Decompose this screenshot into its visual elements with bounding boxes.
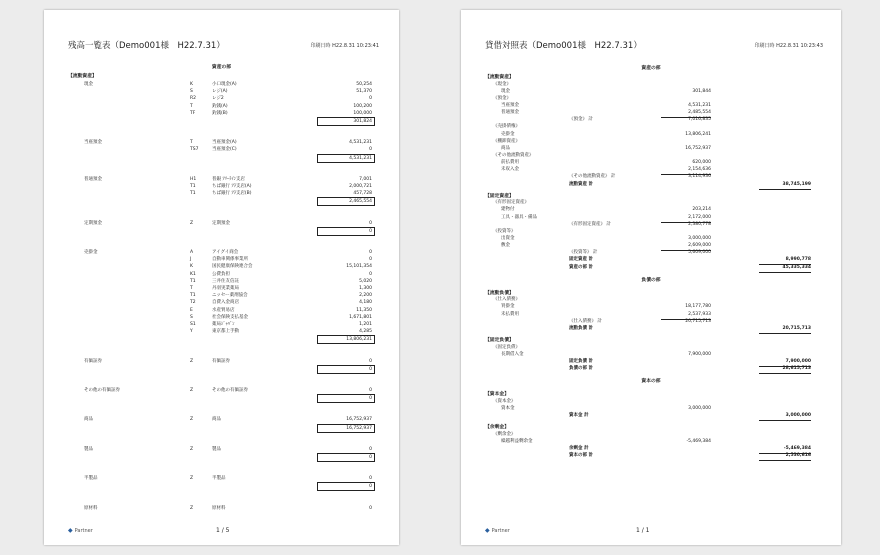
sub-code: A — [190, 250, 194, 255]
amount: 11,350 — [356, 307, 372, 313]
account-name: 有価証券 — [84, 358, 102, 364]
print-timestamp: 印刷日時 H22.8.31 10:23:41 — [310, 43, 379, 49]
sub-account-name: 当座預金(C) — [212, 147, 237, 153]
sub-code: Z — [190, 446, 194, 452]
category-label: 《その他流動資産》 — [493, 153, 534, 158]
logo-icon: ◆ — [485, 527, 490, 534]
sub-code: K — [190, 82, 193, 87]
group-header: 【固定負債】 — [485, 338, 514, 343]
category-label: 《棚卸資産》 — [493, 138, 520, 144]
amount: 0 — [369, 388, 372, 393]
sub-account-name: アイグイ商会 — [212, 250, 239, 255]
sub-code: T1 — [190, 278, 196, 284]
amount: 1,201 — [359, 322, 372, 327]
col1-amount: 7,016,835 — [688, 117, 711, 123]
sub-account-name: 有価証券 — [212, 358, 230, 364]
item-label: 資本金 — [501, 405, 515, 411]
sub-code: S — [190, 89, 193, 95]
sub-code: TS7 — [190, 147, 199, 153]
subtotal-box: 0 — [317, 365, 375, 374]
col1-amount: 2,537,933 — [661, 311, 711, 320]
col2-amount: 20,715,713 — [759, 325, 811, 334]
sub-code: T1 — [190, 184, 196, 189]
amount: 4,180 — [359, 300, 372, 306]
sub-code: T — [190, 140, 193, 146]
sub-code: K — [190, 264, 193, 270]
subtotal-box: 0 — [317, 227, 375, 236]
item-label: 繰越利益剰余金 — [501, 438, 533, 444]
sub-code: Z — [190, 417, 194, 423]
sub-account-name: 丹羽実業薬局 — [212, 286, 239, 291]
item-label: 出資金 — [501, 236, 515, 241]
sub-code: Z — [190, 358, 194, 364]
sub-code: J — [190, 257, 192, 263]
account-name: 定期預金 — [84, 220, 102, 226]
page-number: 1 / 5 — [216, 527, 230, 534]
sub-account-name: ちば銀行 ﾌﾗ支店(A) — [212, 184, 252, 189]
table-row — [461, 325, 841, 333]
sub-code: Z — [190, 220, 194, 226]
amount: 0 — [369, 271, 372, 277]
amount: 16,752,937 — [346, 417, 372, 423]
amount: 0 — [369, 220, 372, 226]
col1-amount: 203,214 — [692, 207, 711, 213]
col1-amount: 3,000,000 — [688, 236, 711, 241]
col1-amount: 18,177,780 — [685, 304, 711, 310]
balance-list-page — [44, 10, 399, 545]
sub-code: K1 — [190, 271, 196, 277]
col1-amount: 301,844 — [692, 88, 711, 94]
col1-amount: -5,469,384 — [686, 438, 711, 444]
sub-code: E — [190, 307, 193, 313]
amount: 1,300 — [359, 286, 372, 291]
account-name: 製品 — [84, 446, 93, 452]
item-label: 普通預金 — [501, 110, 519, 116]
table-row — [461, 181, 841, 189]
amount: 457,728 — [353, 191, 372, 197]
subtotal-box: 0 — [317, 394, 375, 403]
total-label: 《有形固定資産》 計 — [569, 221, 611, 227]
item-label: 工具・器具・備品 — [501, 214, 537, 220]
item-label: 現金 — [501, 88, 510, 94]
category-label: 《剰余金》 — [493, 431, 516, 437]
sub-account-name: 原材料 — [212, 505, 226, 511]
amount: 4,531,231 — [349, 140, 372, 146]
sub-code: T1 — [190, 191, 196, 197]
account-name: 半製品 — [84, 476, 98, 482]
page-title: 残高一覧表（Demo001様 H22.7.31） — [68, 41, 225, 51]
amount: 0 — [369, 257, 372, 263]
col2-amount: 45,335,334 — [759, 264, 811, 273]
sub-code: Z — [190, 388, 194, 393]
amount: 0 — [369, 96, 372, 102]
amount: 0 — [369, 505, 372, 511]
subtotal-box: 0 — [317, 482, 375, 491]
sub-account-name: ニッセー薬剤協会 — [212, 293, 248, 299]
sub-code: T1 — [190, 293, 196, 299]
col2-amount: 38,745,199 — [759, 181, 811, 190]
table-row — [44, 482, 399, 490]
sub-account-name: レジ2 — [212, 96, 224, 102]
sub-account-name: 自動車関係事業所 — [212, 257, 248, 263]
subtotal-box: 0 — [317, 453, 375, 462]
item-label: 未払費用 — [501, 311, 519, 317]
account-name: 普通預金 — [84, 176, 102, 182]
total-label: 固定資産 計 — [569, 257, 594, 263]
sub-code: S — [190, 314, 193, 320]
sub-code: H1 — [190, 176, 197, 182]
sub-code: T2 — [190, 300, 196, 306]
sub-code: TF — [190, 110, 196, 116]
item-label: 当座預金 — [501, 102, 519, 108]
sub-code: R2 — [190, 96, 196, 102]
sub-account-name: 東京都上手動 — [212, 329, 239, 335]
item-label: 前払費用 — [501, 160, 519, 166]
section-title: 資産の部 — [641, 66, 661, 71]
group-header: 【余剰金】 — [485, 425, 509, 431]
subtotal-box: 301,824 — [317, 117, 375, 126]
item-label: 売掛金 — [501, 131, 515, 137]
col1-amount: 16,752,937 — [685, 145, 711, 151]
subtotal-box: 13,806,231 — [317, 335, 375, 344]
logo-text: Partner — [74, 528, 93, 534]
category-label: 《有形固定資産》 — [493, 200, 529, 206]
sub-code: Y — [190, 329, 193, 335]
group-header: 【流動資産】 — [68, 74, 97, 79]
subtotal-box: 2,465,554 — [317, 197, 375, 206]
col1-amount: 7,900,000 — [688, 351, 711, 357]
item-label: 商品 — [501, 145, 510, 151]
total-label: 余剰金 計 — [569, 445, 589, 451]
col2-amount: 8,990,778 — [759, 256, 811, 265]
sub-account-name: 製品 — [212, 446, 221, 452]
sub-account-name: 社会保険支払基金 — [212, 314, 248, 320]
sub-code: Z — [190, 476, 194, 482]
account-name: その他の有価証券 — [84, 388, 120, 393]
section-title: 資産の部 — [211, 65, 232, 70]
sub-account-name: 公費負担 — [212, 271, 230, 277]
sub-account-name: 普銀 ﾌﾘｰﾗｲﾝ支店 — [212, 176, 245, 182]
section-title: 負債の部 — [641, 277, 661, 283]
col1-amount: 3,114,936 — [688, 174, 711, 180]
amount: 5,020 — [359, 278, 372, 284]
amount: 51,370 — [356, 89, 372, 95]
account-name: 売掛金 — [84, 250, 98, 255]
col1-amount: 2,154,636 — [661, 166, 711, 175]
amount: 15,101,354 — [346, 264, 372, 270]
amount: 2,200 — [359, 293, 372, 299]
sub-account-name: 薬局ｼﾞｬﾊﾟﾝ — [212, 322, 235, 327]
amount: 0 — [369, 358, 372, 364]
table-row — [44, 227, 399, 235]
category-label: 《現金》 — [493, 81, 511, 87]
page-title: 貸借対照表（Demo001様 H22.7.31） — [485, 41, 642, 51]
col1-amount: 620,000 — [692, 160, 711, 166]
item-label: 買掛金 — [501, 304, 515, 310]
table-row — [44, 365, 399, 373]
col2-amount: 3,000,000 — [759, 412, 811, 421]
col1-amount: 5,609,000 — [688, 250, 711, 256]
category-label: 《仕入債務》 — [493, 297, 520, 303]
category-label: 《固定負債》 — [493, 344, 520, 350]
total-label: 《仕入債務》 計 — [569, 318, 602, 324]
col1-amount: 2,609,000 — [661, 242, 711, 251]
sub-account-name: 小口現金(A) — [212, 82, 237, 87]
sub-account-name: 水産貿易店 — [212, 307, 235, 313]
col1-amount: 13,806,241 — [685, 131, 711, 137]
total-label: 資産の部 計 — [569, 264, 594, 270]
table-row — [44, 394, 399, 402]
sub-account-name: レジ(A) — [212, 89, 228, 95]
sub-account-name: 三井住友信託 — [212, 278, 239, 284]
sub-account-name: 国民健康保険連合会 — [212, 264, 253, 270]
item-label: 敷金 — [501, 243, 510, 249]
category-label: 《資本金》 — [493, 398, 516, 404]
total-label: 《預金》 計 — [569, 117, 593, 123]
sub-account-name: 当座預金(A) — [212, 140, 237, 146]
col1-amount: 3,000,000 — [688, 405, 711, 411]
sub-account-name: ちば銀行 ﾌﾗ支店(B) — [212, 191, 252, 197]
sub-account-name: その他の有価証券 — [212, 388, 248, 393]
table-row — [44, 453, 399, 461]
total-label: 負債の部 計 — [569, 365, 594, 371]
table-row — [461, 412, 841, 420]
amount: 0 — [369, 446, 372, 452]
category-label: 《投資等》 — [493, 228, 516, 234]
table-row — [44, 117, 399, 125]
amount: 0 — [369, 476, 372, 482]
col1-amount: 2,380,778 — [688, 221, 711, 227]
account-name: 原材料 — [84, 505, 98, 511]
logo-text: Partner — [491, 528, 510, 534]
item-label: 未収入金 — [501, 167, 519, 173]
sub-code: S1 — [190, 322, 196, 327]
amount: 100,000 — [353, 110, 372, 116]
page-number: 1 / 1 — [636, 527, 650, 534]
group-header: 【流動負債】 — [485, 290, 514, 296]
item-label: 建物付 — [501, 207, 515, 213]
col2-amount: 7,900,000 — [759, 358, 811, 367]
total-label: 流動負債 計 — [569, 325, 594, 331]
amount: 7,001 — [359, 176, 372, 182]
group-header: 【流動資産】 — [485, 75, 514, 80]
col2-amount: 28,615,713 — [759, 365, 811, 374]
col1-amount: 4,531,231 — [688, 102, 711, 108]
col1-amount: 20,715,713 — [685, 318, 711, 324]
account-name: 商品 — [84, 417, 93, 423]
table-row — [44, 505, 399, 513]
section-title: 資本の部 — [641, 379, 661, 385]
amount: 2,000,721 — [349, 184, 372, 189]
group-header: 【固定資産】 — [485, 193, 514, 199]
total-label: 《投資等》 計 — [569, 250, 598, 256]
sub-account-name: 自費入金商店 — [212, 300, 239, 306]
sub-account-name: 商品 — [212, 417, 221, 423]
total-label: 資本金 計 — [569, 412, 589, 418]
amount: 50,254 — [356, 82, 372, 87]
total-label: 資本の部 計 — [569, 453, 594, 458]
account-name: 現金 — [84, 82, 93, 87]
amount: 0 — [369, 250, 372, 255]
subtotal-box: 4,531,231 — [317, 154, 375, 163]
category-label: 《預金》 — [493, 95, 511, 101]
total-label: 固定負債 計 — [569, 358, 594, 364]
sub-code: Z — [190, 505, 194, 511]
table-row — [44, 335, 399, 343]
partner-logo — [68, 527, 93, 534]
table-row — [44, 197, 399, 205]
account-name: 当座預金 — [84, 140, 102, 146]
amount: 1,671,801 — [349, 314, 372, 320]
sub-account-name: 定期預金 — [212, 220, 230, 226]
sub-account-name: 釣銭(A) — [212, 103, 228, 109]
col1-amount: 2,485,554 — [661, 109, 711, 118]
table-row — [461, 365, 841, 373]
sub-code: T — [190, 103, 193, 109]
total-label: 流動資産 計 — [569, 181, 594, 187]
table-row — [44, 154, 399, 162]
table-row — [461, 264, 841, 272]
col2-amount: 2,530,616 — [759, 452, 811, 461]
category-label: 《売掛債権》 — [493, 124, 520, 130]
amount: 0 — [369, 147, 372, 153]
item-label: 長期借入金 — [501, 351, 524, 357]
total-label: 《その他流動資産》 計 — [569, 174, 616, 180]
sub-code: T — [190, 286, 193, 291]
col2-amount: -5,469,384 — [759, 445, 811, 454]
logo-icon: ◆ — [68, 527, 73, 534]
group-header: 【資本金】 — [485, 392, 509, 398]
subtotal-box: 16,752,937 — [317, 424, 375, 433]
sub-account-name: 釣銭(B) — [212, 110, 228, 116]
table-row — [44, 424, 399, 432]
col1-amount: 2,172,000 — [661, 214, 711, 223]
amount: 4,285 — [359, 329, 372, 335]
table-row — [461, 452, 841, 460]
balance-sheet-page — [461, 10, 841, 545]
partner-logo — [485, 527, 510, 534]
print-timestamp: 印刷日時 H22.8.31 10:23:43 — [754, 43, 823, 49]
sub-account-name: 半製品 — [212, 476, 226, 482]
amount: 100,200 — [353, 103, 372, 109]
